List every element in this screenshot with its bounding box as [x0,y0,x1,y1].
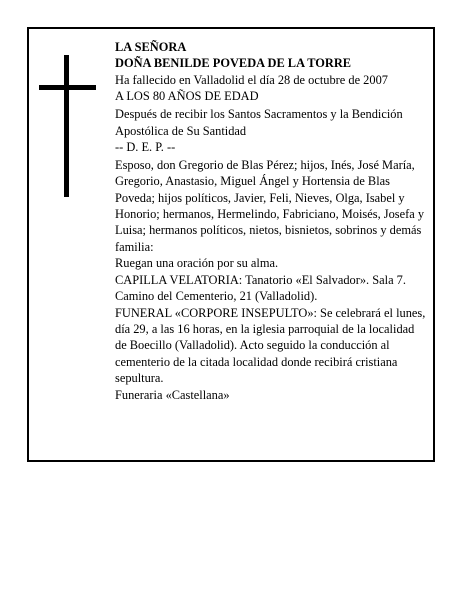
cross-icon [64,55,69,197]
funeral-details: FUNERAL «CORPORE INSEPULTO»: Se celebrará el lunes, día 29, a las 16 horas, en la iglesia parroquial de la localidad de Boecillo (Valladolid). Acto seguido la conducción al cementerio de la citada localidad donde recibirá cristiana sepultura. [115,305,426,386]
funeral-home: Funeraria «Castellana» [115,387,230,402]
family-list: Esposo, don Gregorio de Blas Pérez; hijos, Inés, José María, Gregorio, Anastasio, Miguel Ángel y Hortensia de Blas Poveda; hijos políticos, Javier, Feli, Nieves, Olga, Isabel y Honorio; hermanos, Hermelindo, Fabriciano, Moisés, Josefa y Luisa; hermanos políticos, nietos, bisnietos, sobrinos y demás familia: [115,157,425,254]
prayer-request: Ruegan una oración por su alma. [115,256,279,271]
cross-icon-bar [39,85,96,90]
notice-title: LA SEÑORA [115,40,187,54]
deceased-name: DOÑA BENILDE POVEDA DE LA TORRE [115,56,352,71]
sacraments-statement: Después de recibir los Santos Sacramentos y la Bendición Apostólica de Su Santidad [115,107,403,138]
rip-line: -- D. E. P. -- [115,139,176,154]
wake-location: CAPILLA VELATORIA: Tanatorio «El Salvador». Sala 7. Camino del Cementerio, 21 (Valladolid). [115,272,406,304]
age-statement: A LOS 80 AÑOS DE EDAD [115,89,259,104]
death-statement: Ha fallecido en Valladolid el día 28 de octubre de 2007 [115,72,388,87]
obituary-text [115,39,427,403]
